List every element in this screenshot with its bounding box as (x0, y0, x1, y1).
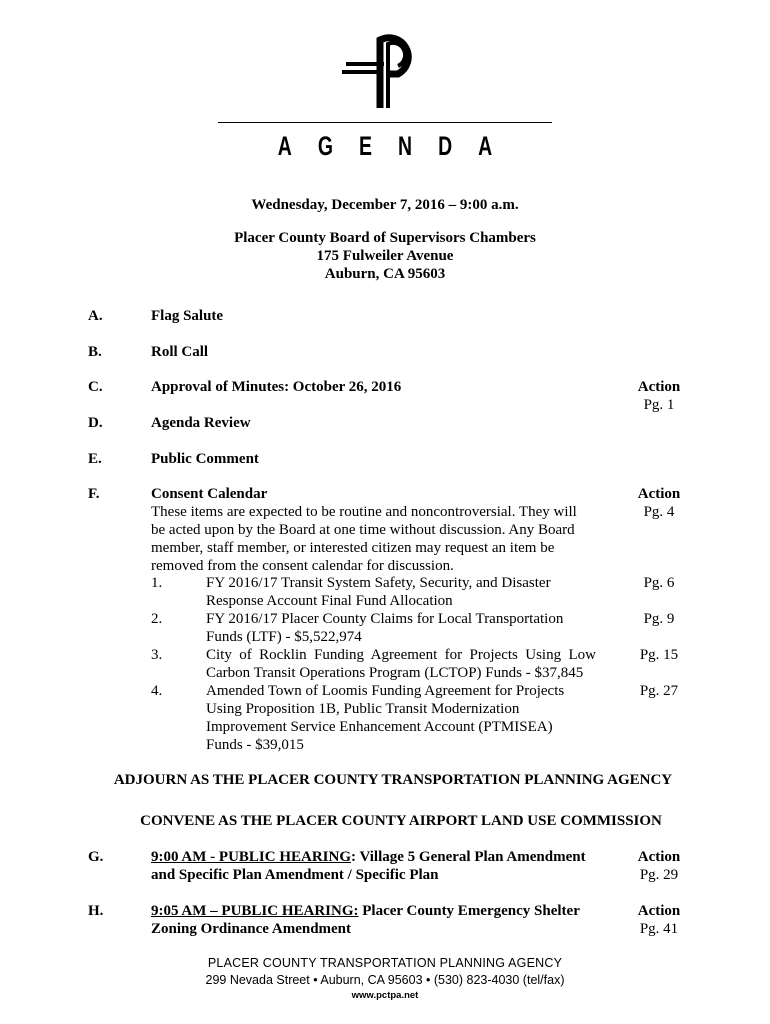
title-letter: A (478, 131, 493, 161)
hearing-time: 9:00 AM - PUBLIC HEARING (151, 849, 352, 865)
subitem-line: Funds (LTF) - $5,522,974 (206, 629, 362, 645)
subitem-page-ref: Pg. 27 (639, 683, 679, 699)
item-letter: C. (88, 379, 103, 395)
subitem-page-ref: Pg. 9 (643, 611, 675, 627)
subitem-number: 3. (151, 647, 163, 663)
item-title-line2: Zoning Ordinance Amendment (151, 921, 352, 937)
subitem-line: FY 2016/17 Placer County Claims for Local Transportation (206, 611, 564, 627)
title-letter: E (359, 131, 372, 161)
title-letter: D (438, 131, 453, 161)
page-ref: Pg. 29 (639, 867, 679, 883)
adjourn-statement: ADJOURN AS THE PLACER COUNTY TRANSPORTATION PLANNING AGENCY (113, 772, 673, 788)
meeting-date: Wednesday, December 7, 2016 – 9:00 a.m. (251, 197, 519, 213)
subitem-page-ref: Pg. 15 (639, 647, 679, 663)
subitem-page-ref: Pg. 6 (643, 575, 675, 591)
page-ref: Pg. 1 (643, 397, 675, 413)
subitem-number: 1. (151, 575, 163, 591)
subitem-number: 4. (151, 683, 163, 699)
item-letter: F. (88, 486, 100, 502)
subitem-line: Response Account Final Fund Allocation (206, 593, 453, 609)
action-label: Action (637, 486, 681, 502)
item-title-agenda-review: Agenda Review (151, 415, 251, 431)
item-letter: E. (88, 451, 102, 467)
consent-description-line: removed from the consent calendar for discussion. (151, 558, 454, 574)
agenda-title (265, 128, 505, 164)
action-label: Action (637, 379, 681, 395)
action-label: Action (637, 903, 681, 919)
hearing-title: : Village 5 General Plan Amendment (351, 849, 586, 865)
item-title-public-comment: Public Comment (151, 451, 259, 467)
page-ref: Pg. 41 (639, 921, 679, 937)
item-title-emergency-shelter (151, 902, 580, 920)
item-title-flag-salute: Flag Salute (151, 308, 224, 324)
subitem-line: FY 2016/17 Transit System Safety, Security, and Disaster (206, 575, 551, 591)
title-letter: G (317, 131, 333, 161)
subitem-line: Using Proposition 1B, Public Transit Modernization (206, 701, 520, 717)
hearing-title: Placer County Emergency Shelter (358, 903, 580, 919)
action-label: Action (637, 849, 681, 865)
consent-description-line: member, staff member, or interested citizen may request an item be (151, 540, 555, 556)
item-letter: A. (88, 308, 103, 324)
item-title-minutes: Approval of Minutes: October 26, 2016 (151, 379, 402, 395)
location-name: Placer County Board of Supervisors Chambers (234, 230, 536, 246)
item-action (620, 902, 698, 938)
item-letter: D. (88, 415, 103, 431)
consent-description-line: These items are expected to be routine and noncontroversial. They will (151, 504, 577, 520)
subitem-line: City of Rocklin Funding Agreement for Projects Using Low (206, 647, 596, 663)
title-letter: A (277, 131, 292, 161)
subitem-line: Improvement Service Enhancement Account (PTMISEA) (206, 719, 553, 735)
item-letter: G. (88, 849, 104, 865)
title-letter: N (398, 131, 413, 161)
item-title-village-5 (151, 848, 586, 866)
location-city: Auburn, CA 95603 (324, 266, 446, 282)
item-action (620, 848, 698, 884)
item-action (620, 485, 698, 521)
pctpa-logo-icon (340, 18, 435, 113)
item-title-consent-calendar: Consent Calendar (151, 486, 268, 502)
hearing-time: 9:05 AM – PUBLIC HEARING: (151, 903, 359, 919)
subitem-line: Amended Town of Loomis Funding Agreement for Projects (206, 683, 565, 699)
footer (0, 955, 770, 1003)
subitem-number: 2. (151, 611, 163, 627)
footer-org: PLACER COUNTY TRANSPORTATION PLANNING AGENCY (207, 956, 563, 970)
footer-address: 299 Nevada Street • Auburn, CA 95603 • (530) 823-4030 (tel/fax) (205, 973, 565, 987)
item-letter: B. (88, 344, 102, 360)
item-title-roll-call: Roll Call (151, 344, 209, 360)
title-rule (218, 122, 552, 123)
convene-statement: CONVENE AS THE PLACER COUNTY AIRPORT LAND USE COMMISSION (140, 813, 662, 829)
subitem-line: Funds - $39,015 (206, 737, 304, 753)
location-street: 175 Fulweiler Avenue (316, 248, 454, 264)
page-ref: Pg. 4 (643, 504, 675, 520)
item-letter: H. (88, 903, 104, 919)
footer-website: www.pctpa.net (351, 990, 419, 1001)
item-action (620, 378, 698, 414)
consent-description-line: be acted upon by the Board at one time without discussion. Any Board (151, 522, 575, 538)
subitem-line: Carbon Transit Operations Program (LCTOP) Funds - $37,845 (206, 665, 584, 681)
item-title-line2: and Specific Plan Amendment / Specific Plan (151, 867, 439, 883)
